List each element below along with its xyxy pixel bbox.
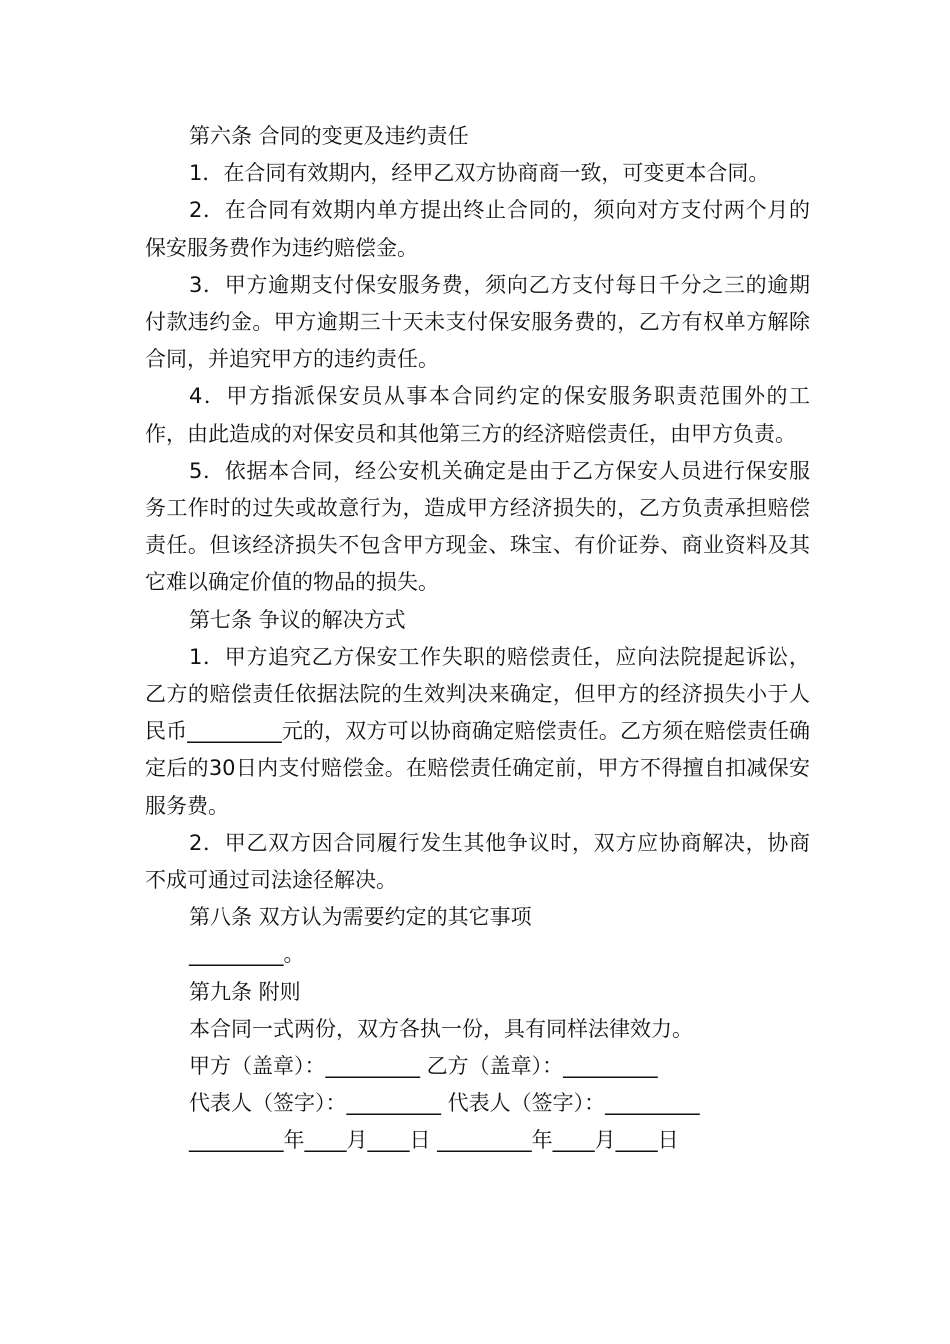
article-6-item-3: 3．甲方逾期支付保安服务费，须向乙方支付每日千分之三的逾期付款违约金。甲方逾期三十天未支付保安服务费的，乙方有权单方解除合同，并追究甲方的违约责任。 — [145, 272, 810, 372]
article-6-item-4: 4．甲方指派保安员从事本合同约定的保安服务职责范围外的工作，由此造成的对保安员和其他第三方的经济赔偿责任，由甲方负责。 — [145, 384, 810, 446]
article-6-item-1: 1．在合同有效期内，经甲乙双方协商商一致，可变更本合同。 — [189, 161, 770, 186]
article-7-item-2: 2．甲乙双方因合同履行发生其他争议时，双方应协商解决，协商不成可通过司法途径解决。 — [145, 830, 810, 893]
article-8-heading: 第八条 双方认为需要约定的其它事项 — [189, 905, 532, 930]
seal-line: 甲方（盖章）：_________ 乙方（盖章）：_________ — [189, 1054, 658, 1079]
date-line: _________年____月____日 _________年____月____日 — [189, 1128, 679, 1153]
article-6-item-2: 2．在合同有效期内单方提出终止合同的，须向对方支付两个月的保安服务费作为违约赔偿金。 — [145, 198, 810, 260]
representative-line: 代表人（签字）：_________ 代表人（签字）：_________ — [189, 1091, 700, 1116]
article-7-heading: 第七条 争议的解决方式 — [189, 607, 406, 632]
article-9-text: 本合同一式两份，双方各执一份，具有同样法律效力。 — [189, 1016, 693, 1041]
article-8-blank: _________。 — [189, 942, 305, 967]
article-7-item-1: 1．甲方追究乙方保安工作失职的赔偿责任，应向法院提起诉讼，乙方的赔偿责任依据法院的生效判决来确定，但甲方的经济损失小于人民币_________元的，双方可以协商确定赔偿责任。乙方须在赔偿责任确定后的30日内支付赔偿金。在赔偿责任确定前，甲方不得擅自扣减保安服务费。 — [145, 644, 810, 818]
article-6-item-5: 5．依据本合同，经公安机关确定是由于乙方保安人员进行保安服务工作时的过失或故意行为，造成甲方经济损失的，乙方负责承担赔偿责任。但该经济损失不包含甲方现金、珠宝、有价证券、商业资料及其它难以确定价值的物品的损失。 — [145, 458, 810, 595]
article-9-heading: 第九条 附则 — [189, 979, 301, 1004]
article-6-heading: 第六条 合同的变更及违约责任 — [189, 124, 469, 148]
contract-body — [145, 118, 810, 1160]
